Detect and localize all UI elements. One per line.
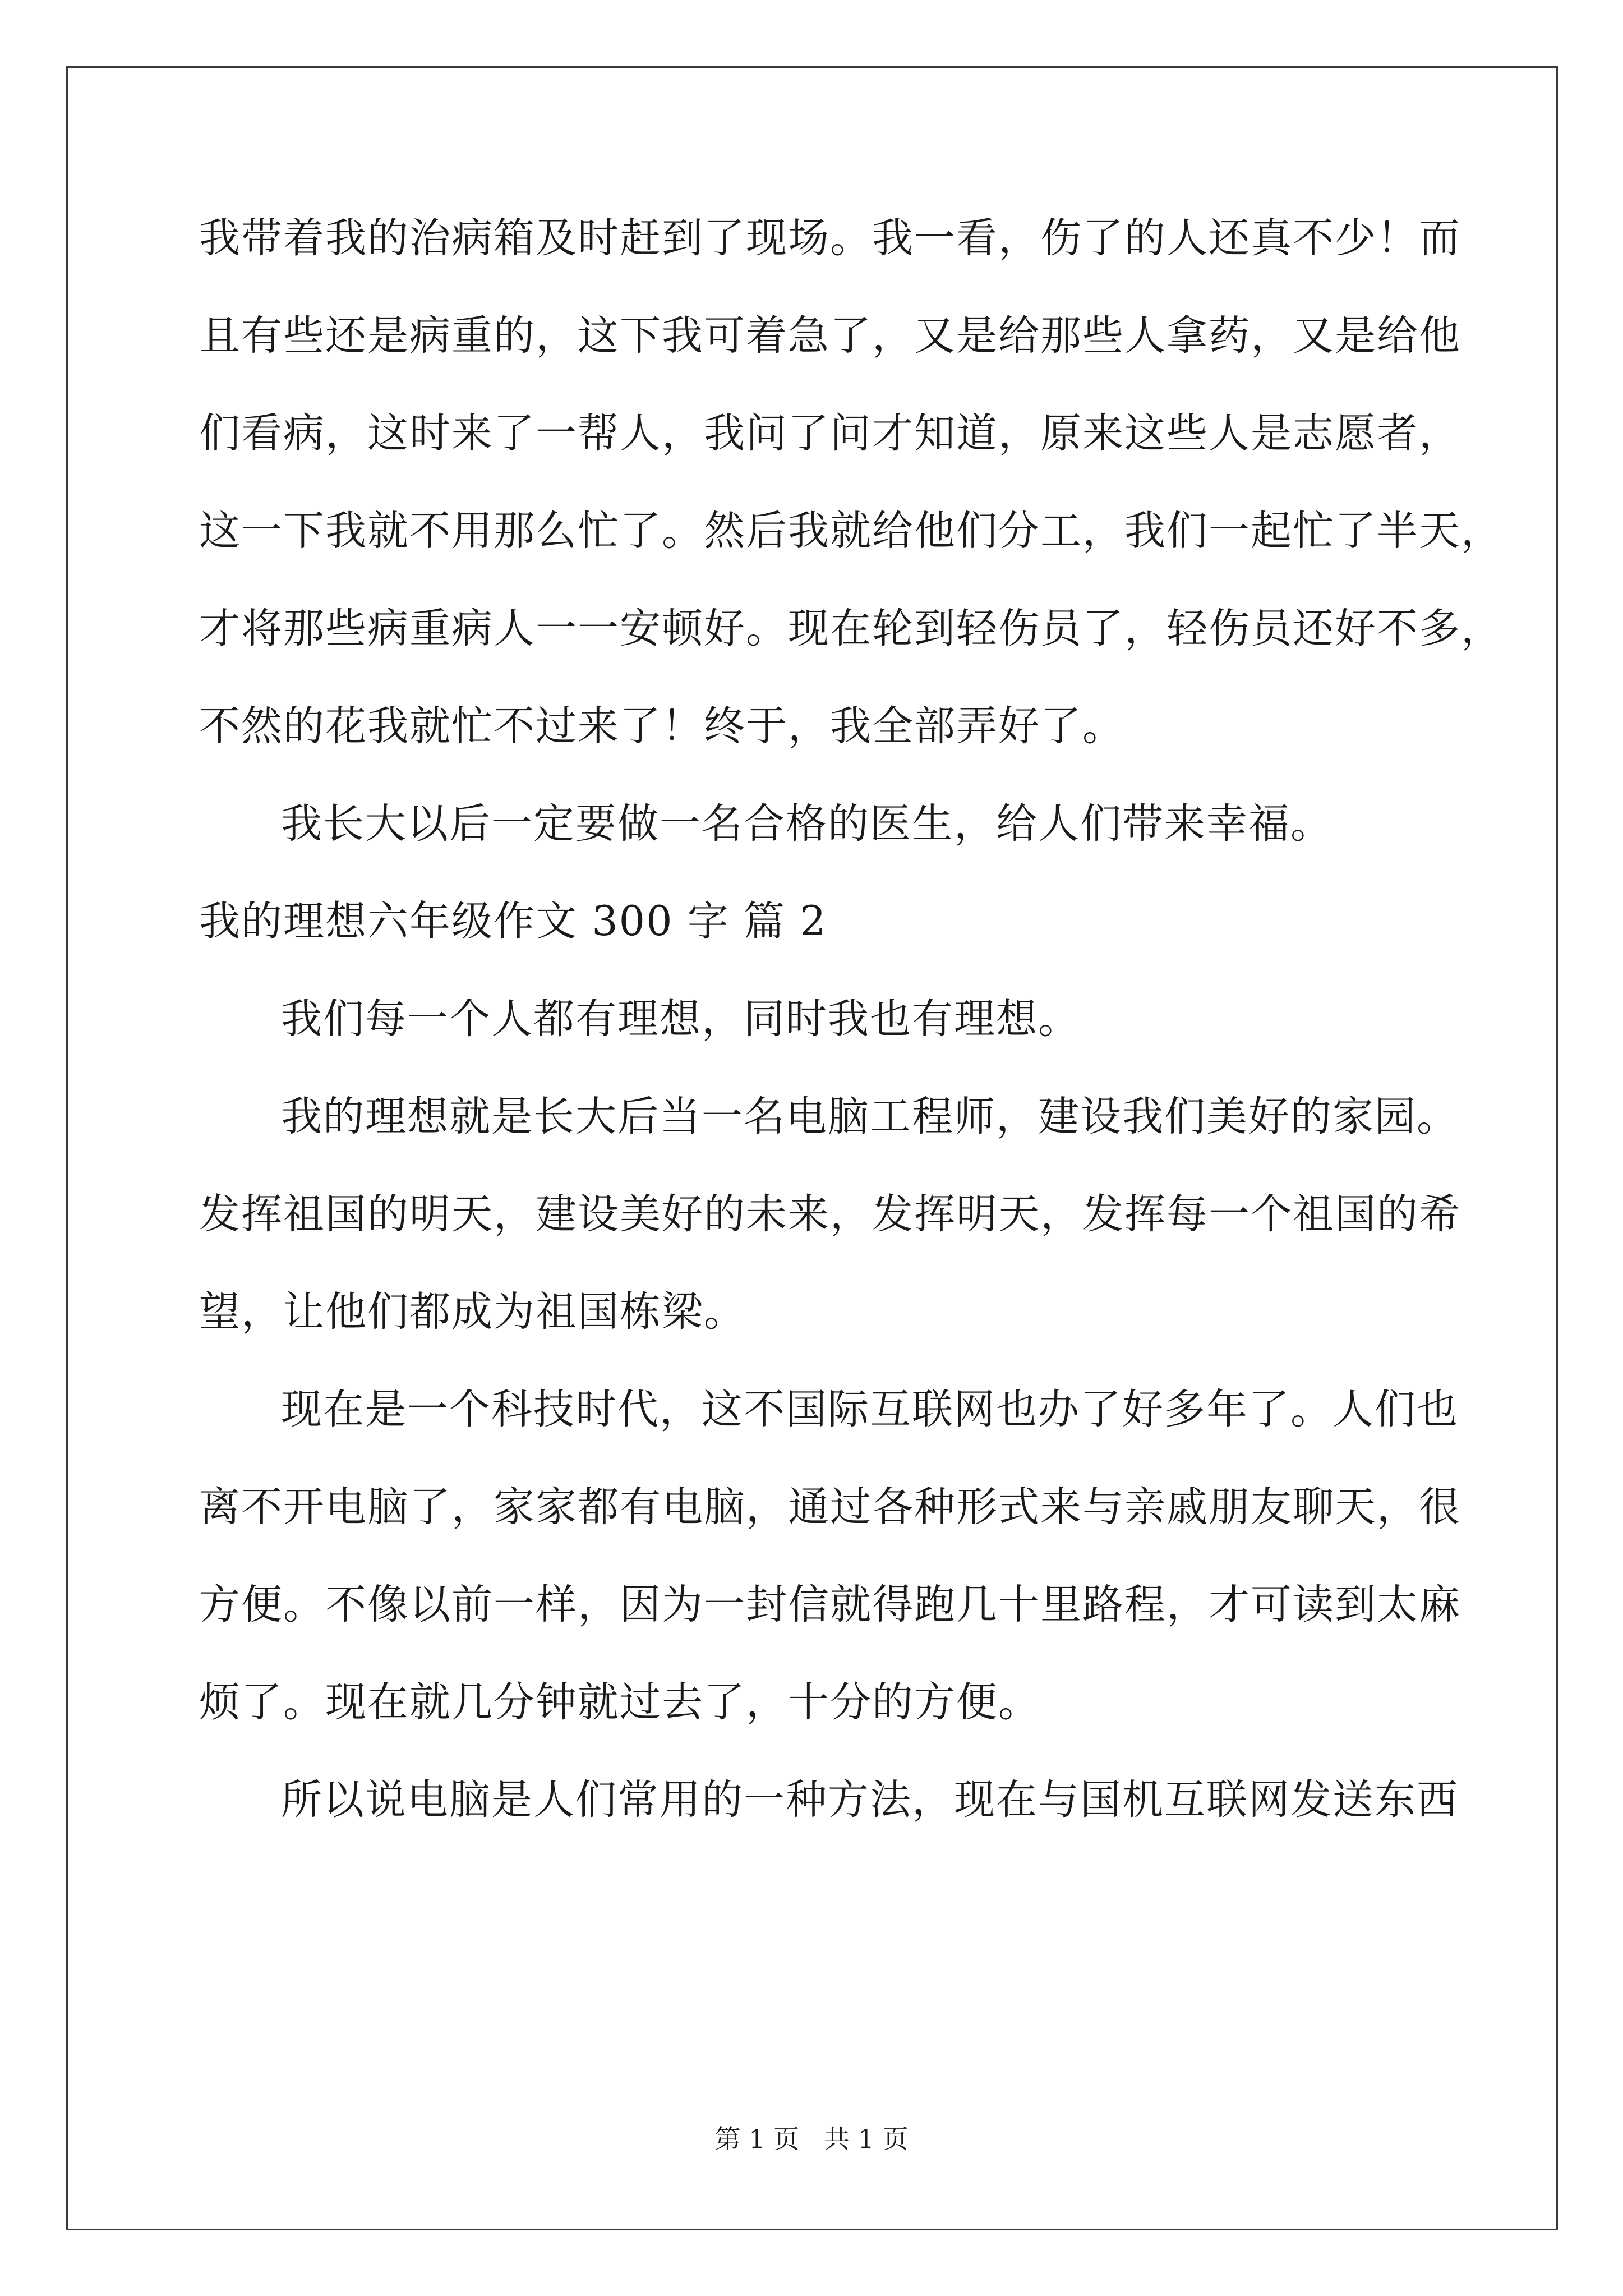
paragraph-line: 这一下我就不用那么忙了。然后我就给他们分工，我们一起忙了半天， <box>199 507 1503 555</box>
paragraph-line: 我长大以后一定要做一名合格的医生，给人们带来幸福。 <box>281 800 1332 848</box>
paragraph-line: 不然的花我就忙不过来了！终于，我全部弄好了。 <box>199 702 1124 750</box>
paragraph-line: 我们每一个人都有理想，同时我也有理想。 <box>281 995 1080 1043</box>
paragraph-line: 我带着我的治病箱及时赶到了现场。我一看，伤了的人还真不少！而 <box>199 214 1461 262</box>
paragraph-line: 我的理想就是长大后当一名电脑工程师，建设我们美好的家园。 <box>281 1093 1459 1140</box>
paragraph-line: 发挥祖国的明天，建设美好的未来，发挥明天，发挥每一个祖国的希 <box>199 1190 1461 1238</box>
paragraph-line: 现在是一个科技时代，这不国际互联网也办了好多年了。人们也 <box>281 1386 1459 1433</box>
document-body <box>199 214 1503 1877</box>
paragraph-line: 离不开电脑了，家家都有电脑，通过各种形式来与亲戚朋友聊天，很 <box>199 1483 1461 1531</box>
paragraph-line: 才将那些病重病人一一安顿好。现在轮到轻伤员了，轻伤员还好不多， <box>199 605 1503 652</box>
page-number: 第 1 页 <box>714 2124 799 2154</box>
paragraph-line: 所以说电脑是人们常用的一种方法，现在与国机互联网发送东西 <box>281 1776 1459 1824</box>
paragraph-line: 望，让他们都成为祖国栋梁。 <box>199 1288 746 1336</box>
paragraph-line: 们看病，这时来了一帮人，我问了问才知道，原来这些人是志愿者， <box>199 409 1461 457</box>
paragraph-line: 方便。不像以前一样，因为一封信就得跑几十里路程，才可读到太麻 <box>199 1581 1461 1628</box>
paragraph-line: 烦了。现在就几分钟就过去了，十分的方便。 <box>199 1678 1040 1726</box>
page-total: 共 1 页 <box>824 2124 909 2154</box>
section-heading: 我的理想六年级作文 300 字 篇 2 <box>199 898 827 945</box>
page-footer <box>0 2126 1623 2152</box>
paragraph-line: 且有些还是病重的，这下我可着急了，又是给那些人拿药，又是给他 <box>199 312 1461 360</box>
